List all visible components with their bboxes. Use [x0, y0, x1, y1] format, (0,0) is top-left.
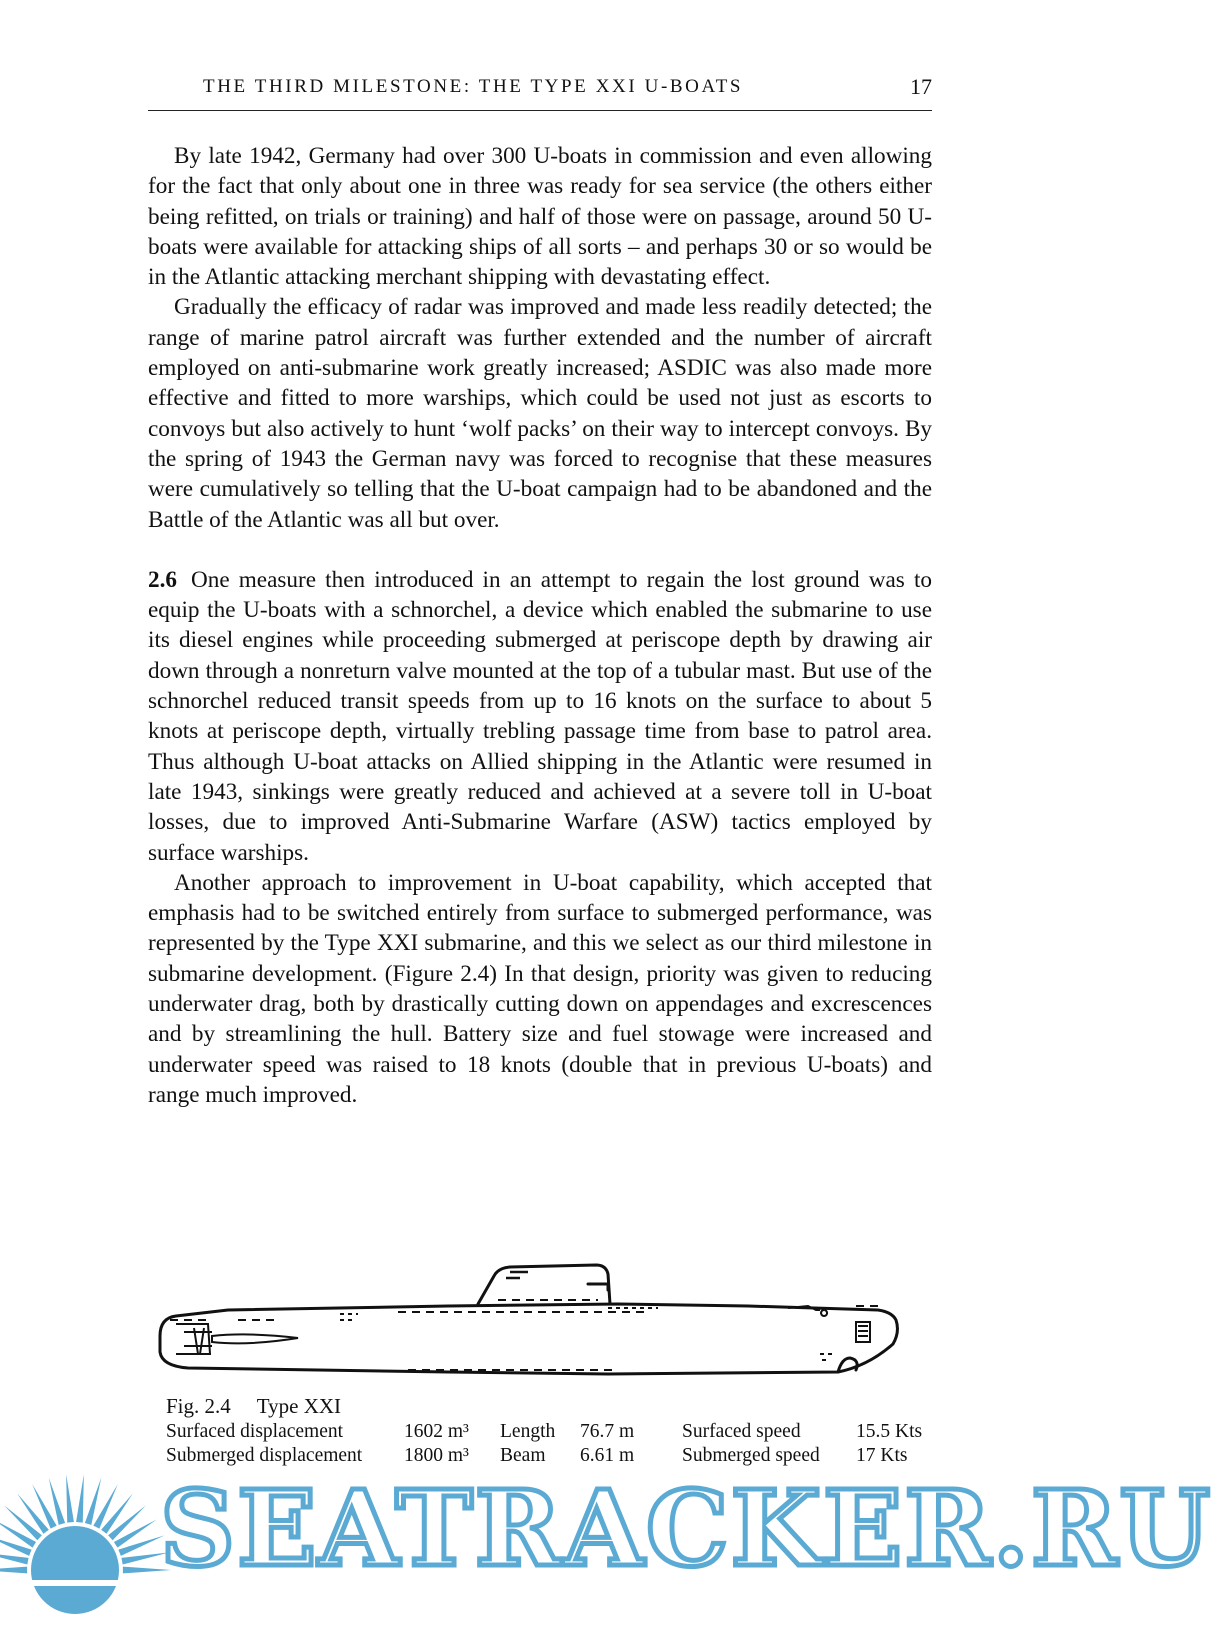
- figure-caption: [166, 1394, 946, 1468]
- stern-propeller: [184, 1328, 212, 1354]
- page-number: 17: [910, 74, 932, 99]
- paragraph-4: Another approach to improvement in U-boat capability, which accepted that emphasis had to be switched entirely from surface to submerged performance, was represented by the Type XXI submarine, and this we select as our third milestone in submarine development. (Figure 2.4) In that design, priority was given to reducing underwater drag, both by drastically cutting down on appendages and excrescences and by streamlining the hull. Battery size and fuel stowage were increased and underwater speed was raised to 18 knots (double that in previous U-boats) and range much improved.: [148, 869, 932, 1108]
- paragraph-3-text: One measure then introduced in an attempt to regain the lost ground was to equip the U-boats with a schnorchel, a device which enabled the submarine to use its diesel engines while proceeding submerged at periscope depth by drawing air down through a nonreturn valve mounted at the top of a tubular mast. But use of the schnorchel reduced transit speeds from up to 16 knots on the surface to about 5 knots at periscope depth, virtually trebling passage time from base to patrol area. Thus although U-boat attacks on Allied shipping in the Atlantic were resumed in late 1943, sinkings were greatly reduced and achieved at a severe toll in U-boat losses, due to improved Anti-Submarine Warfare (ASW) tactics employed by surface warships.: [148, 566, 932, 866]
- submarine-drawing: [148, 1254, 948, 1394]
- paragraph-3: [148, 565, 932, 868]
- spec-value: 6.61 m: [580, 1445, 635, 1466]
- spec-value: 76.7 m: [580, 1421, 635, 1442]
- spec-label: Length: [500, 1421, 556, 1442]
- section-number: 2.6: [148, 566, 177, 593]
- sun-ray: [101, 1493, 133, 1533]
- spec-row-1: [166, 1420, 946, 1444]
- spec-value: 1800 m³: [404, 1445, 469, 1466]
- paragraph-2: Gradually the efficacy of radar was improved and made less readily detected; the range of marine patrol aircraft was further extended and the number of aircraft employed on anti-submarine work greatly increased; ASDIC was also made more effective and fitted to more warships, which could be used not just as escorts to convoys but also actively to hunt ‘wolf packs’ on their way to intercept convoys. By the spring of 1943 the German navy was forced to recognise that these measures were cumulatively so telling that the U-boat campaign had to be abandoned and the Battle of the Atlantic was all but over.: [148, 294, 932, 533]
- sun-ray: [4, 1505, 42, 1540]
- spec-label: Surfaced displacement: [166, 1421, 344, 1442]
- paragraph-1: By late 1942, Germany had over 300 U-boats in commission and even allowing for the fact that only about one in three was ready for sea service (the others either being refitted, on trials or training) and half of those were on passage, around 50 U-boats were available for attacking ships of all sorts – and perhaps 30 or so would be in the Atlantic attacking merchant shipping with devastating effect.: [148, 143, 932, 291]
- figure-title: Type XXI: [256, 1394, 342, 1418]
- sun-ray: [0, 1552, 29, 1564]
- caption-title: [166, 1394, 946, 1418]
- tower-step: [588, 1284, 608, 1290]
- bow-plane-lines: [858, 1326, 868, 1336]
- sun-horizon: [0, 1580, 150, 1586]
- spec-value: 1602 m³: [404, 1421, 469, 1442]
- type-xxi-profile-svg: [148, 1254, 948, 1394]
- stern-plane: [212, 1334, 298, 1343]
- spec-label: Surfaced speed: [682, 1421, 801, 1442]
- sun-ray: [17, 1493, 49, 1533]
- sun-ray: [114, 1519, 157, 1547]
- watermark-text: SEATRACKER.RU: [160, 1467, 1212, 1590]
- sun-disc: [31, 1526, 119, 1614]
- spec-label: Submerged displacement: [166, 1445, 363, 1466]
- sun-ray: [76, 1474, 84, 1522]
- hull-outline: [160, 1304, 897, 1374]
- running-header: [148, 76, 932, 111]
- bow-vents: [820, 1354, 832, 1360]
- stern-vents: [338, 1308, 363, 1320]
- sun-ray: [0, 1567, 27, 1574]
- spec-value: 15.5 Kts: [856, 1421, 923, 1442]
- figure-number: Fig. 2.4: [166, 1394, 231, 1418]
- sun-ray: [108, 1505, 146, 1540]
- spec-label: Beam: [500, 1445, 546, 1466]
- running-head-title: THE THIRD MILESTONE: THE TYPE XXI U-BOATS: [203, 76, 744, 97]
- sun-ray: [66, 1474, 74, 1522]
- spec-value: 17 Kts: [856, 1445, 908, 1466]
- spec-label: Submerged speed: [682, 1445, 820, 1466]
- body-text: [148, 141, 932, 1110]
- tower-windows: [506, 1272, 528, 1278]
